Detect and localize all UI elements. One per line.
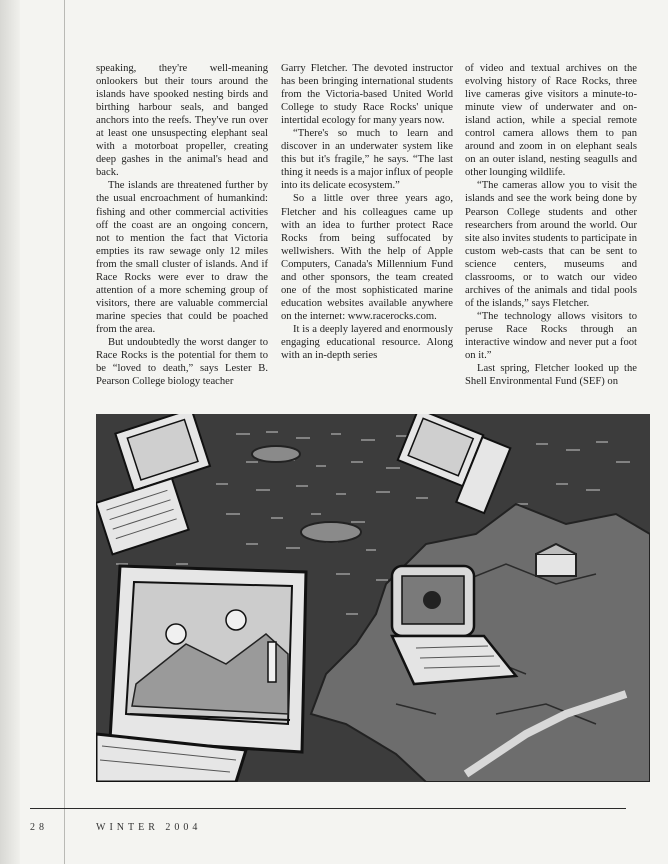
binding-line [64,0,65,864]
article-column-3 [465,62,637,388]
page-number: 28 [30,822,48,833]
paragraph: So a little over three years ago, Fletcher and his colleagues came up with an idea to further protect Race Rocks from being suffocated by wellwishers. With the help of Apple Computers, Canada's Millennium Fund and other sponsors, the team created one of the most sophisticated marine education websites available anywhere on the internet: www.racerocks.com. [281,193,453,322]
article-column-2 [281,62,453,362]
paragraph: speaking, they're well-meaning onlookers but their tours around the islands have spooked nesting birds and birthing harbour seals, and banged anchors into the reefs. They've run over at least one unsuspecting elephant seal with a motorboat propeller, creating deep gashes in the animal's head and back. [96,63,268,179]
paragraph: But undoubtedly the worst danger to Race Rocks is the potential for them to be “loved to death,” says Lester B. Pearson College biology teacher [96,336,268,388]
article-column-1 [96,62,268,388]
paragraph: “The technology allows visitors to peruse Race Rocks through an interactive window and never put a foot on it.” [465,310,637,362]
building [536,554,576,576]
laptop-large [96,566,306,782]
paragraph: It is a deeply layered and enormously engaging educational resource. Along with an in-depth series [281,323,453,362]
rock [252,446,300,462]
footer-rule [30,808,626,809]
paragraph: Last spring, Fletcher looked up the Shell Environmental Fund (SEF) on [465,363,637,388]
illustration-drawing [96,414,650,782]
paragraph: “There's so much to learn and discover in an underwater system like this but it's fragile,” he says. “The last thing it needs is a major influx of people into its delicate ecosystem.” [281,128,453,192]
paragraph: “The cameras allow you to visit the islands and see the work being done by Pearson College students and other researchers from around the world. Our site also invites students to participate in custom web-casts that can be sent to science centers, museums and classrooms, or to watch our video archives of the animals and tidal pools of the islands,” says Fletcher. [465,180,637,309]
paragraph: Garry Fletcher. The devoted instructor has been bringing international students from the Victoria-based United World College to study Race Rocks' unique intertidal ecology for many years now. [281,63,453,127]
rock [301,522,361,542]
laptops-illustration [96,414,650,782]
issue-label: WINTER 2004 [96,822,202,833]
paragraph: The islands are threatened further by the usual encroachment of humankind: fishing and other commercial activities off the coast are an ongoing concern, not to mention the fact that Victoria empties its raw sewage only 12 miles from the small cluster of islands. And if Race Rocks were ever to draw the attention of a more scheming group of visitors, there are valuable commercial marine species that could be poached from the area. [96,180,268,335]
paragraph: of video and textual archives on the evolving history of Race Rocks, three live cameras give visitors a minute-to-minute view of underwater and on-island action, while a special remote control camera allows them to pan around and zoom in on elephant seals on an outer island, nesting seagulls and other lounging wildlife. [465,63,637,179]
page-spine-shadow [0,0,20,864]
